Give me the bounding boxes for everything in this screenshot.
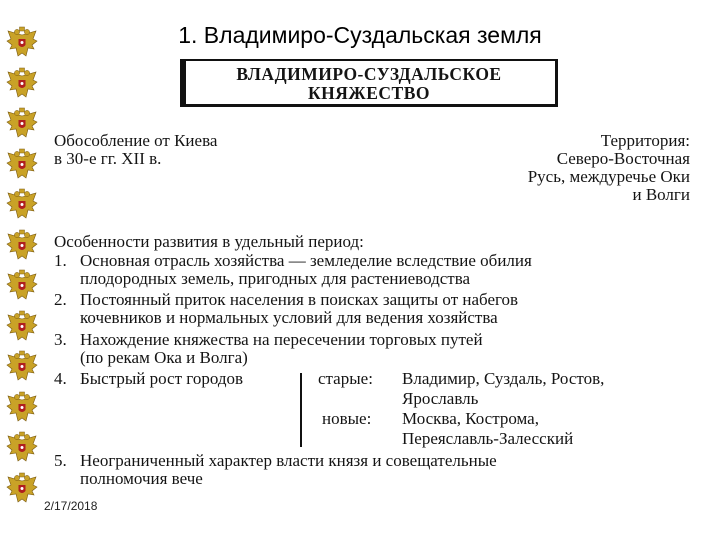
feature-number: 5.	[54, 451, 67, 470]
feature-line: Основная отрасль хозяйства — земледелие вследствие обилия	[80, 251, 532, 270]
feature-number: 1.	[54, 251, 67, 270]
origin-line1: Обособление от Киева	[54, 131, 218, 150]
territory-line4: и Волги	[632, 185, 690, 204]
new-cities-label: новые:	[322, 409, 372, 428]
origin-note	[54, 132, 217, 168]
old-cities-line1: Владимир, Суздаль, Ростов,	[402, 369, 605, 388]
eagle-icon	[4, 188, 40, 224]
eagle-icon	[4, 107, 40, 143]
new-cities-line2: Переяславль-Залесский	[402, 429, 574, 448]
feature-line: (по рекам Ока и Волга)	[80, 348, 248, 367]
old-cities-line2: Ярославль	[402, 389, 479, 408]
cities-bracket-line	[300, 373, 302, 447]
old-cities-label: старые:	[318, 369, 373, 388]
slide-title: 1. Владимиро-Суздальская земля	[178, 22, 542, 48]
territory-line3: Русь, междуречье Оки	[527, 167, 690, 186]
feature-line: Постоянный приток населения в поисках защиты от набегов	[80, 290, 519, 309]
slide-date: 2/17/2018	[44, 499, 98, 513]
territory-line2: Северо-Восточная	[556, 149, 690, 168]
eagle-icon	[4, 269, 40, 305]
eagle-icon	[4, 229, 40, 265]
feature-line: Быстрый рост городов	[80, 369, 244, 388]
origin-line2: в 30-е гг. XII в.	[54, 149, 162, 168]
territory-note	[430, 132, 690, 204]
feature-line: плодородных земель, пригодных для растениеводства	[80, 269, 471, 288]
eagle-icon	[4, 67, 40, 103]
new-cities-line1: Москва, Кострома,	[402, 409, 539, 428]
feature-number: 3.	[54, 330, 67, 349]
feature-line: Неограниченный характер власти князя и совещательные	[80, 451, 497, 470]
title-box-left-bar	[180, 61, 186, 107]
principality-title-line2: КНЯЖЕСТВО	[307, 83, 430, 103]
eagle-icon	[4, 391, 40, 427]
feature-number: 2.	[54, 290, 67, 309]
feature-number: 4.	[54, 369, 67, 388]
feature-line: кочевников и нормальных условий для ведения хозяйства	[80, 308, 498, 327]
eagle-icon	[4, 350, 40, 386]
features-heading: Особенности развития в удельный период:	[54, 232, 364, 251]
principality-title-box	[180, 59, 558, 107]
eagle-icon	[4, 431, 40, 467]
feature-line: Нахождение княжества на пересечении торговых путей	[80, 330, 483, 349]
eagle-icon	[4, 310, 40, 346]
principality-title-line1: ВЛАДИМИРО-СУЗДАЛЬСКОЕ	[236, 64, 502, 84]
territory-line1: Территория:	[600, 131, 690, 150]
eagle-icon	[4, 472, 40, 508]
eagle-emblem-strip	[0, 26, 44, 518]
eagle-icon	[4, 148, 40, 184]
feature-line: полномочия вече	[80, 469, 203, 488]
